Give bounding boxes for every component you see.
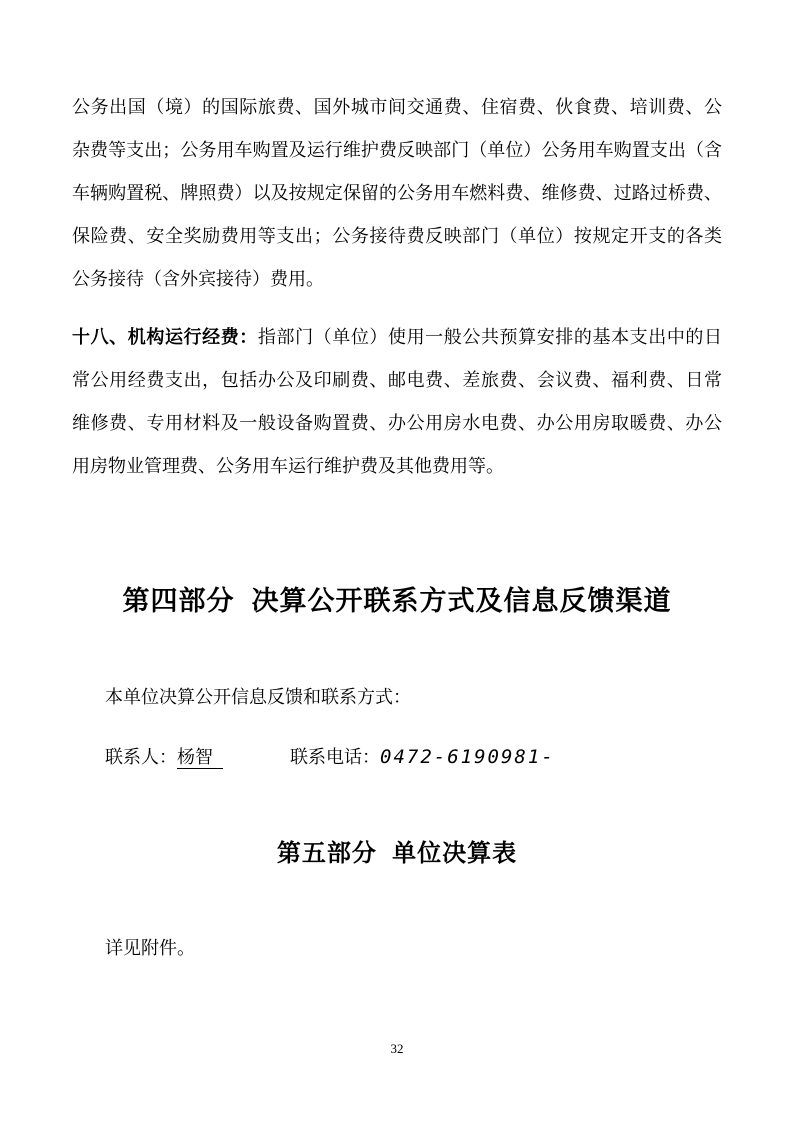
text-line: 常公用经费支出，包括办公及印刷费、邮电费、差旅费、会议费、福利费、日常 bbox=[72, 370, 722, 390]
text-line: 杂费等支出；公务用车购置及运行维护费反映部门（单位）公务用车购置支出（含 bbox=[72, 140, 722, 160]
text-line: 维修费、专用材料及一般设备购置费、办公用房水电费、办公用房取暖费、办公 bbox=[72, 413, 722, 433]
text-line: 用房物业管理费、公务用车运行维护费及其他费用等。 bbox=[72, 456, 504, 476]
contact-info-row bbox=[72, 736, 722, 779]
paragraph-operating-expenses bbox=[72, 316, 722, 488]
page-number: 32 bbox=[390, 1041, 404, 1056]
section5-heading: 第五部分 单位决算表 bbox=[276, 840, 518, 867]
term-operating-expenses: 十八、机构运行经费： bbox=[72, 327, 258, 347]
text-line bbox=[72, 316, 722, 359]
paragraph-sangong-expense-definition bbox=[72, 86, 722, 301]
text-line: 车辆购置税、牌照费）以及按规定保留的公务用车燃料费、维修费、过路过桥费、 bbox=[72, 183, 722, 203]
text-run: 指部门（单位）使用一般公共预算安排的基本支出中的日 bbox=[257, 327, 723, 347]
contact-phone-label: 联系电话： bbox=[290, 747, 380, 767]
contact-phone-number: 0472-6190981- bbox=[380, 746, 555, 768]
text-line: 保险费、安全奖励费用等支出；公务接待费反映部门（单位）按规定开支的各类 bbox=[72, 226, 722, 246]
document-content bbox=[72, 86, 722, 970]
attachment-note: 详见附件。 bbox=[105, 938, 195, 958]
contact-person-label: 联系人： bbox=[105, 747, 177, 767]
section4-heading: 第四部分 决算公开联系方式及信息反馈渠道 bbox=[122, 586, 672, 616]
feedback-intro-line: 本单位决算公开信息反馈和联系方式： bbox=[105, 687, 411, 707]
text-line: 公务接待（含外宾接待）费用。 bbox=[72, 269, 324, 289]
contact-person-name: 杨智 bbox=[177, 746, 223, 769]
text-line: 公务出国（境）的国际旅费、国外城市间交通费、住宿费、伙食费、培训费、公 bbox=[72, 97, 722, 117]
